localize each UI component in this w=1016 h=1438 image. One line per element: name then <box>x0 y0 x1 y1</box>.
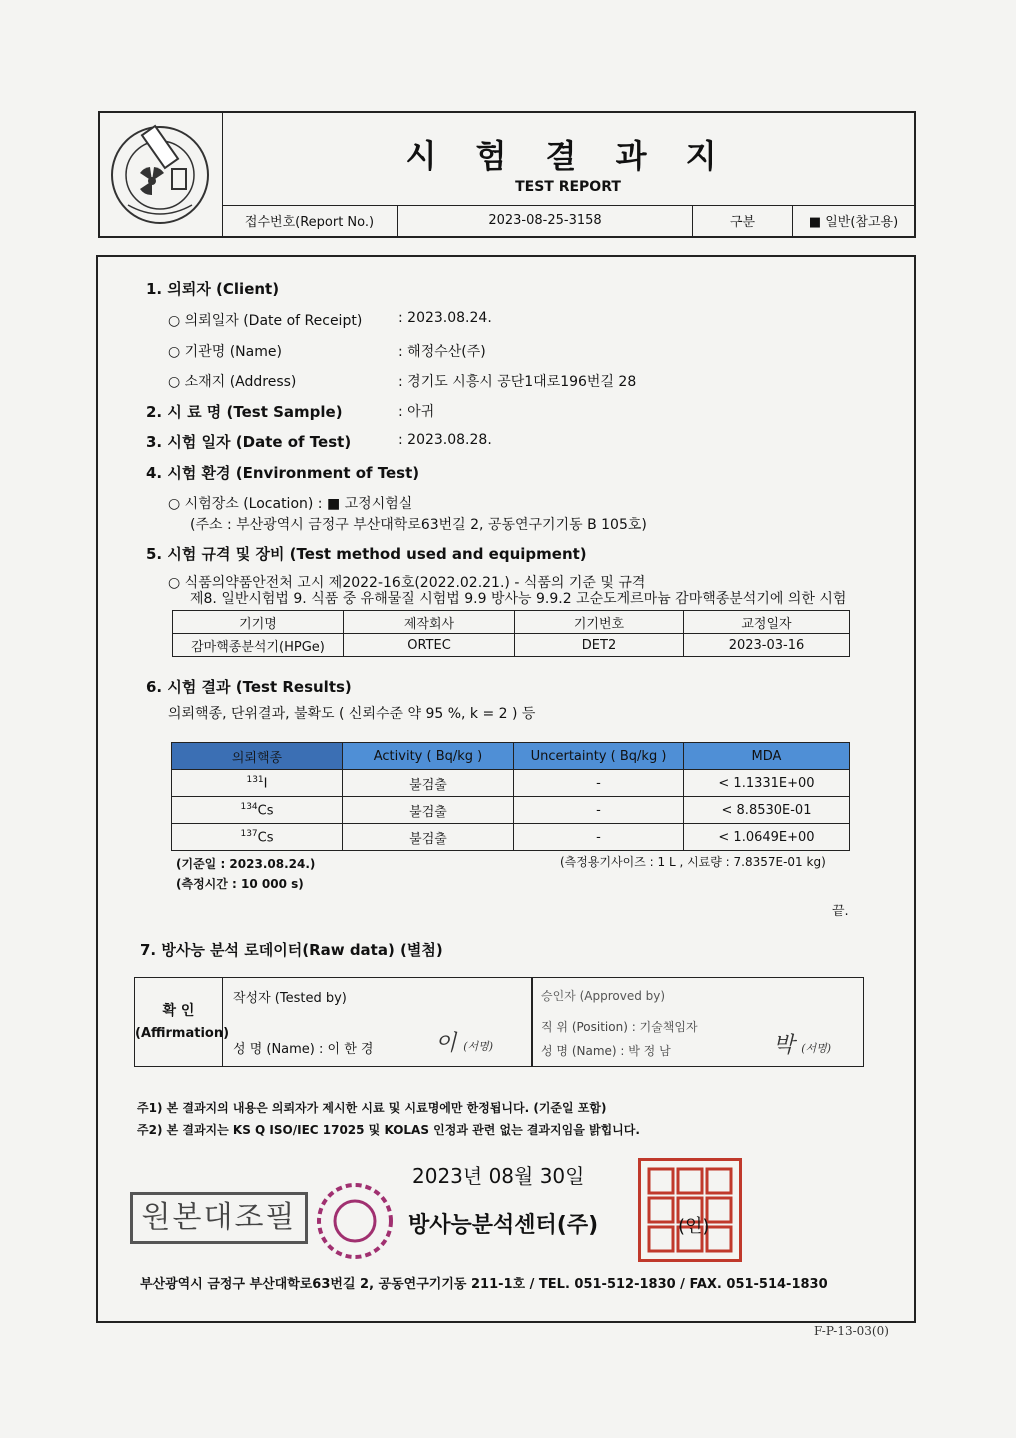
section-results-title: 6. 시험 결과 (Test Results) <box>146 678 352 696</box>
section-client-title: 1. 의뢰자 (Client) <box>146 280 280 298</box>
activity-cell: 불검출 <box>343 824 514 851</box>
tested-sign-mark: (서명) <box>463 1040 494 1053</box>
client-name-value: : 해정수산(주) <box>398 344 486 360</box>
client-address-label: ○ 소재지 (Address) <box>168 374 297 390</box>
affirmation-divider <box>531 978 533 1066</box>
category-label: 구분 <box>693 205 793 236</box>
uncertainty-cell: - <box>514 797 684 824</box>
equipment-cell: ORTEC <box>344 634 515 657</box>
tested-by-signature: 이 (서명) <box>435 1031 494 1056</box>
title-korean: 시 험 결 과 지 <box>405 137 731 175</box>
container-info: (측정용기사이즈 : 1 L , 시료량 : 7.8357E-01 kg) <box>560 855 826 869</box>
note-1: 주1) 본 결과지의 내용은 의뢰자가 제시한 시료 및 시료명에만 한정됩니다. (기준일 포함) <box>137 1101 607 1115</box>
approved-position: 직 위 (Position) : 기술책임자 <box>541 1020 698 1034</box>
equipment-header-cell: 제작회사 <box>344 611 515 634</box>
sample-name-value: : 아귀 <box>398 404 435 420</box>
results-table <box>171 742 850 851</box>
section-environment-title: 4. 시험 환경 (Environment of Test) <box>146 464 420 482</box>
title-english: TEST REPORT <box>515 179 621 195</box>
report-no-value: 2023-08-25-3158 <box>398 205 693 236</box>
equipment-header-row <box>173 611 850 634</box>
results-header-cell: Activity ( Bq/kg ) <box>343 743 514 770</box>
approved-by-label: 승인자 (Approved by) <box>541 989 666 1003</box>
affirmation-label <box>135 978 230 1066</box>
results-header-cell: MDA <box>684 743 850 770</box>
approved-by-signature: 박 (서명) <box>773 1033 832 1058</box>
nuclide-cell <box>172 797 343 824</box>
reference-date: (기준일 : 2023.08.24.) <box>176 857 316 871</box>
client-name-label: ○ 기관명 (Name) <box>168 344 282 360</box>
mda-cell: < 1.1331E+00 <box>684 770 850 797</box>
equipment-cell: 감마핵종분석기(HPGe) <box>173 634 344 657</box>
results-row <box>172 770 850 797</box>
receipt-date-label: ○ 의뢰일자 (Date of Receipt) <box>168 313 363 329</box>
uncertainty-cell: - <box>514 770 684 797</box>
equipment-cell: DET2 <box>515 634 684 657</box>
mda-cell: < 8.8530E-01 <box>684 797 850 824</box>
section-method-title: 5. 시험 규격 및 장비 (Test method used and equipment) <box>146 545 587 563</box>
nuclide-cell <box>172 824 343 851</box>
nuclide-cell <box>172 770 343 797</box>
approved-name: 성 명 (Name) : 박 정 남 <box>541 1044 671 1058</box>
client-address-value: : 경기도 시흥시 공단1대로196번길 28 <box>398 374 637 390</box>
mass-number: 134 <box>240 801 258 812</box>
element-symbol: I <box>263 776 268 792</box>
tested-by-label: 작성자 (Tested by) <box>233 991 347 1006</box>
center-logo <box>100 113 223 236</box>
activity-cell: 불검출 <box>343 797 514 824</box>
results-description: 의뢰핵종, 단위결과, 불확도 ( 신뢰수준 약 95 %, k = 2 ) 등 <box>168 706 536 722</box>
test-date-value: : 2023.08.28. <box>398 432 492 448</box>
radiation-logo-icon <box>100 113 220 233</box>
mass-number: 131 <box>246 774 264 785</box>
title-area <box>222 113 914 206</box>
affirmation-box <box>134 977 864 1067</box>
report-number-row <box>222 205 914 236</box>
mass-number: 137 <box>240 828 258 839</box>
receipt-date-value: : 2023.08.24. <box>398 310 492 326</box>
element-symbol: Cs <box>257 830 274 846</box>
equipment-table <box>172 610 850 657</box>
equipment-row <box>173 634 850 657</box>
activity-cell: 불검출 <box>343 770 514 797</box>
official-seal-icon <box>638 1158 742 1262</box>
official-seal-pattern-icon <box>641 1161 739 1259</box>
form-number: F-P-13-03(0) <box>814 1324 889 1338</box>
affirmation-label-ko: 확 인 <box>162 1003 195 1019</box>
equipment-cell: 2023-03-16 <box>684 634 850 657</box>
equipment-header-cell: 교정일자 <box>684 611 850 634</box>
results-header-cell: 의뢰핵종 <box>172 743 343 770</box>
measurement-time: (측정시간 : 10 000 s) <box>176 877 304 891</box>
signature-seal-icon <box>314 1180 396 1262</box>
organization-name: 방사능분석센터(주) <box>408 1213 599 1238</box>
note-2: 주2) 본 결과지는 KS Q ISO/IEC 17025 및 KOLAS 인정과 관련 없는 결과지임을 밝힙니다. <box>137 1123 640 1137</box>
section-raw-data-title: 7. 방사능 분석 로데이터(Raw data) (별첨) <box>140 941 443 959</box>
section-sample-title: 2. 시 료 명 (Test Sample) <box>146 403 343 421</box>
report-no-label: 접수번호(Report No.) <box>222 205 398 236</box>
mda-cell: < 1.0649E+00 <box>684 824 850 851</box>
end-mark: 끝. <box>832 904 849 919</box>
results-row <box>172 824 850 851</box>
method-line-1: ○ 식품의약품안전처 고시 제2022-16호(2022.02.21.) - 식품의 기준 및 규격 <box>168 575 646 591</box>
original-copy-stamp: 원본대조필 <box>130 1192 308 1244</box>
approved-sign-mark: (서명) <box>801 1042 832 1055</box>
uncertainty-cell: - <box>514 824 684 851</box>
results-header-row <box>172 743 850 770</box>
location-address: (주소 : 부산광역시 금정구 부산대학로63번길 2, 공동연구기기동 B 105호) <box>190 517 647 533</box>
method-line-2: 제8. 일반시험법 9. 식품 중 유해물질 시험법 9.9 방사능 9.9.2 고순도게르마늄 감마핵종분석기에 의한 시험 <box>190 591 847 607</box>
equipment-header-cell: 기기번호 <box>515 611 684 634</box>
report-header <box>98 111 916 238</box>
equipment-header-cell: 기기명 <box>173 611 344 634</box>
seal-mark: (인) <box>678 1216 710 1237</box>
category-value: ■ 일반(참고용) <box>808 215 899 230</box>
center-address: 부산광역시 금정구 부산대학로63번길 2, 공동연구기기동 211-1호 / TEL. 051-512-1830 / FAX. 051-514-1830 <box>140 1277 828 1292</box>
element-symbol: Cs <box>257 803 274 819</box>
tested-by-name: 성 명 (Name) : 이 한 경 <box>233 1042 374 1057</box>
location-line: ○ 시험장소 (Location) : ■ 고정시험실 <box>168 496 413 512</box>
issue-date: 2023년 08월 30일 <box>412 1164 585 1188</box>
results-header-cell: Uncertainty ( Bq/kg ) <box>514 743 684 770</box>
section-test-date-title: 3. 시험 일자 (Date of Test) <box>146 433 352 451</box>
affirmation-label-en: (Affirmation) <box>135 1026 230 1041</box>
results-row <box>172 797 850 824</box>
